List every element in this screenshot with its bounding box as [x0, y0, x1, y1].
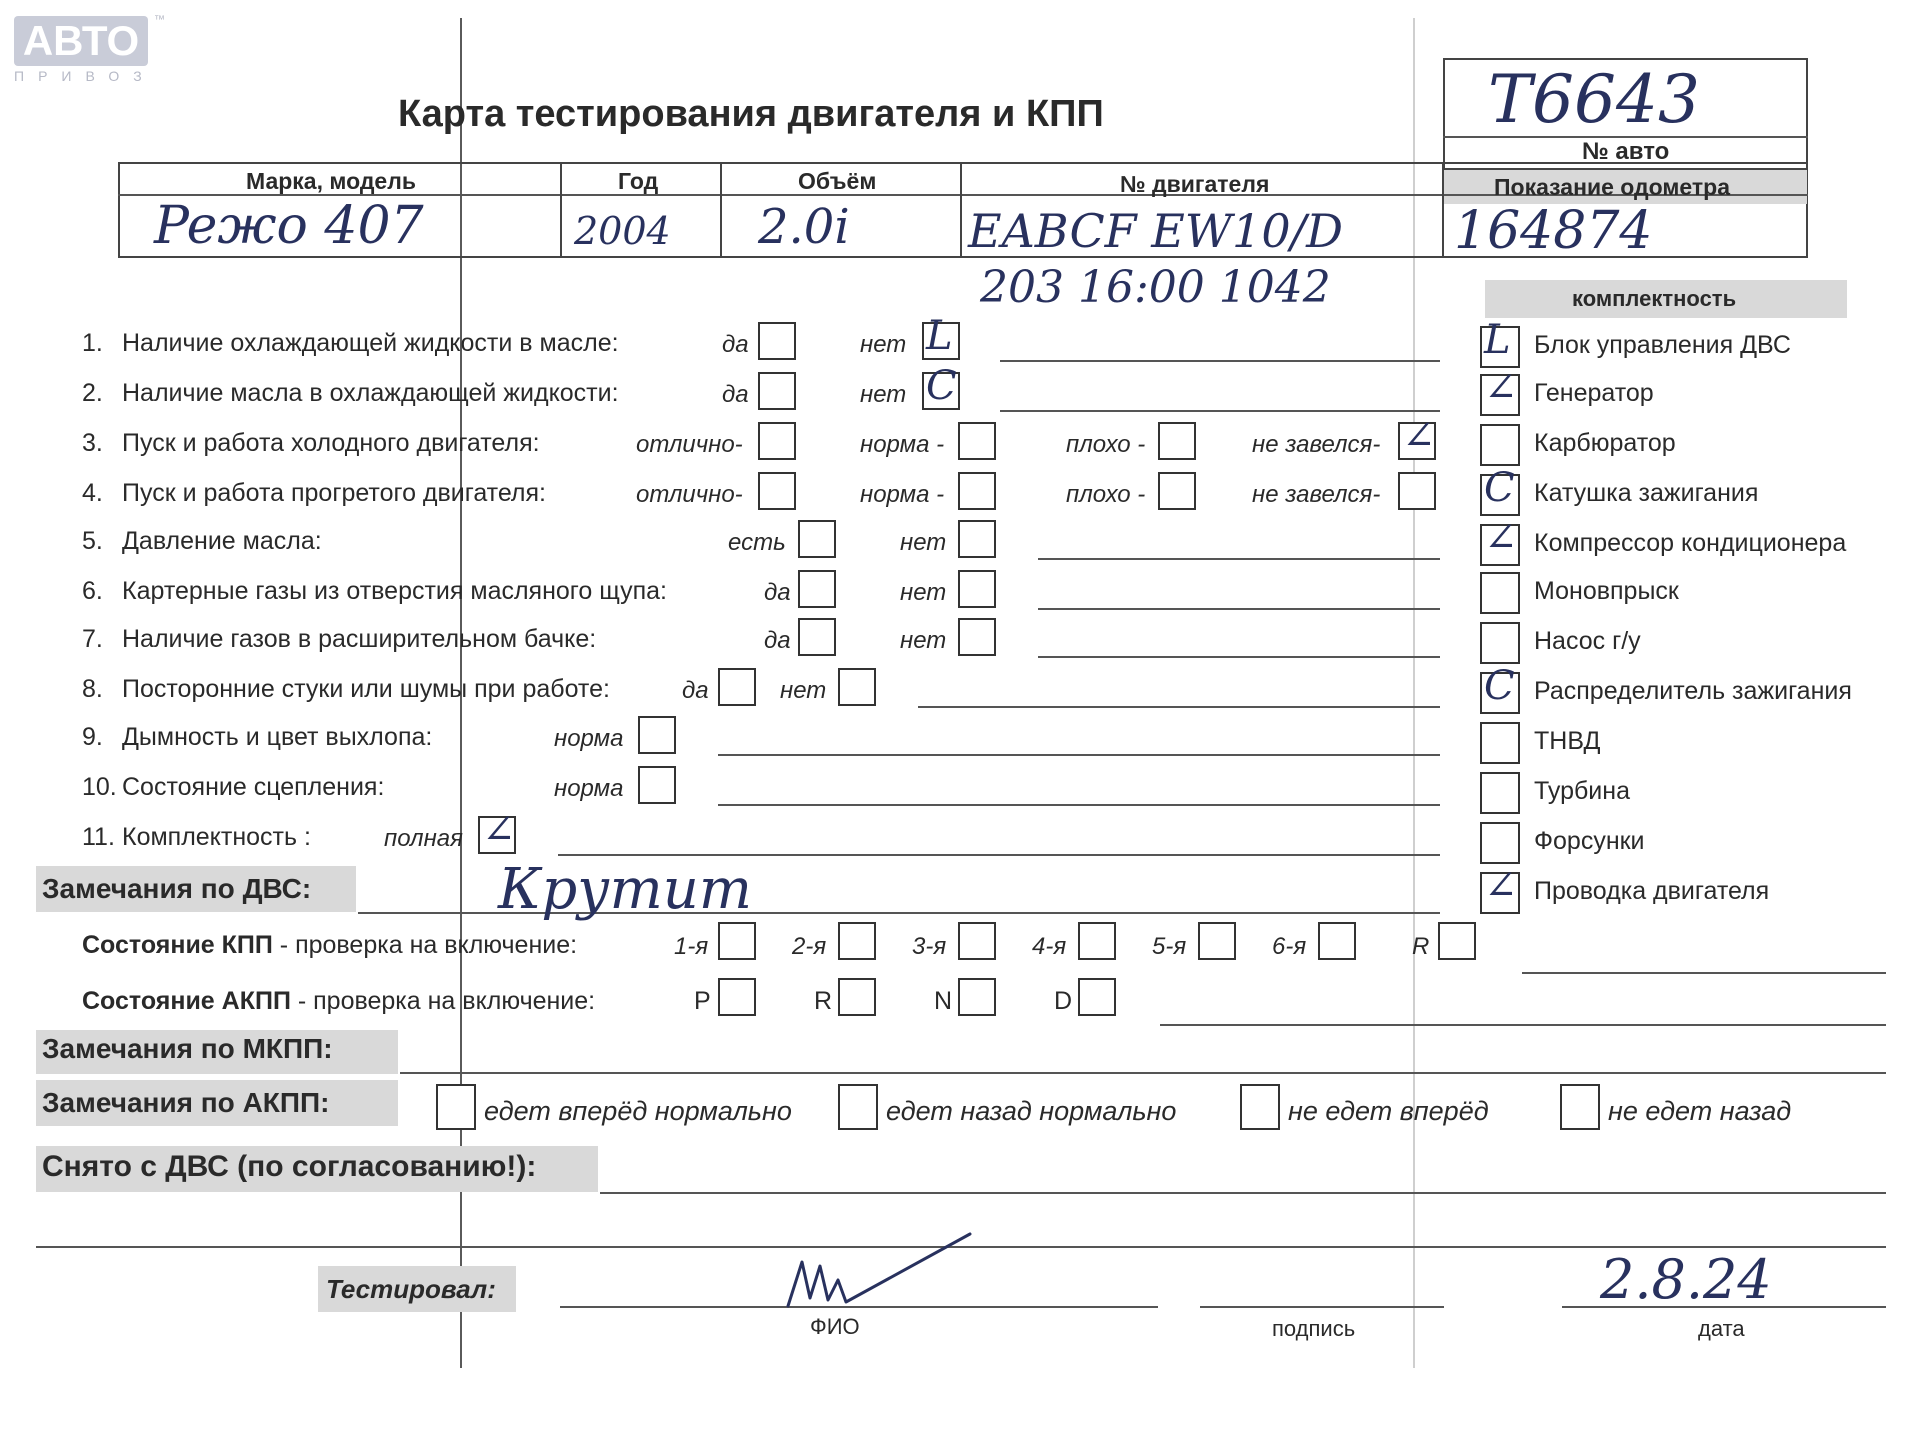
kit-check-mark: L: [1484, 317, 1511, 363]
akpp-remark-checkbox[interactable]: [838, 1084, 878, 1130]
option-label: отлично-: [636, 431, 743, 458]
question-text: Пуск и работа прогретого двигателя:: [122, 479, 546, 507]
kpp-label-bold: Состояние КПП: [82, 931, 273, 959]
option-label: нет: [860, 381, 907, 408]
tested-label: Тестировал:: [326, 1274, 496, 1304]
removed-label: Снято с ДВС (по согласованию!):: [42, 1150, 537, 1183]
handwritten-signature: [780, 1228, 980, 1318]
option-checkbox[interactable]: [838, 668, 876, 706]
fio-caption: ФИО: [810, 1314, 860, 1339]
car-number-value: Т6643: [1488, 61, 1700, 138]
kit-check-mark: ∠: [1484, 365, 1518, 411]
signature-line: [1200, 1306, 1444, 1308]
watermark-tm: ™: [154, 14, 165, 26]
page-title: Карта тестирования двигателя и КПП: [398, 93, 1104, 135]
akpp-gear-checkbox[interactable]: [958, 978, 996, 1016]
col-sep-1: [560, 162, 562, 258]
option-label: да: [764, 579, 791, 606]
kpp-gear-label: 1-я: [674, 933, 709, 960]
col-header-engine-no: № двигателя: [1120, 171, 1270, 197]
car-number-label: № авто: [1582, 138, 1670, 165]
option-label: плохо -: [1066, 431, 1146, 458]
question-text: Наличие масла в охлаждающей жидкости:: [122, 379, 619, 407]
option-checkbox[interactable]: [758, 422, 796, 460]
option-label: норма -: [860, 431, 945, 458]
option-checkbox[interactable]: [638, 716, 676, 754]
kit-checkbox[interactable]: [1480, 822, 1520, 864]
kpp-gear-checkbox[interactable]: [718, 922, 756, 960]
option-checkbox[interactable]: [958, 520, 996, 558]
kpp-gear-label: 5-я: [1152, 933, 1187, 960]
answer-line[interactable]: [1038, 608, 1440, 610]
kit-checkbox[interactable]: [1480, 572, 1520, 614]
option-label: да: [764, 627, 791, 654]
kit-item-label: Блок управления ДВС: [1534, 331, 1791, 359]
akpp-label: [82, 986, 595, 1016]
akpp-gear-checkbox[interactable]: [1078, 978, 1116, 1016]
col-header-brand: Марка, модель: [246, 168, 416, 194]
question-text: Дымность и цвет выхлопа:: [122, 723, 433, 751]
kit-item-label: Проводка двигателя: [1534, 877, 1770, 905]
kit-check-mark: С: [1484, 663, 1515, 709]
col-sep-4: [1442, 162, 1444, 258]
question-number: 5.: [82, 527, 103, 555]
akpp-remark-label: едет назад нормально: [886, 1096, 1177, 1126]
kpp-gear-label: 2-я: [792, 933, 827, 960]
option-label: есть: [728, 529, 786, 556]
kpp-gear-label: 6-я: [1272, 933, 1307, 960]
question-text: Состояние сцепления:: [122, 773, 385, 801]
option-checkbox[interactable]: [1158, 472, 1196, 510]
kit-check-mark: ∠: [1484, 863, 1518, 909]
col-header-volume: Объём: [798, 168, 877, 194]
akpp-gear-label: N: [934, 987, 953, 1015]
option-label: да: [682, 677, 709, 704]
kpp-gear-checkbox[interactable]: [838, 922, 876, 960]
value-year: 2004: [574, 209, 671, 253]
kit-check-mark: С: [1484, 465, 1515, 511]
kit-title: комплектность: [1572, 286, 1737, 311]
option-label: отлично-: [636, 481, 743, 508]
answer-line[interactable]: [718, 754, 1440, 756]
kpp-gear-label: 4-я: [1032, 933, 1067, 960]
kit-item-label: Катушка зажигания: [1534, 479, 1759, 507]
akpp-line: [1160, 1024, 1886, 1026]
option-label: нет: [780, 677, 827, 704]
option-checkbox[interactable]: [798, 520, 836, 558]
option-label: не завелся-: [1252, 431, 1381, 458]
answer-line[interactable]: [1038, 656, 1440, 658]
watermark-logo: [14, 14, 165, 86]
remarks-mkpp-label: Замечания по МКПП:: [42, 1033, 333, 1064]
question-number: 10.: [82, 773, 117, 801]
akpp-label-bold: Состояние АКПП: [82, 987, 291, 1015]
kpp-gear-checkbox[interactable]: [1198, 922, 1236, 960]
kit-checkbox[interactable]: [1480, 772, 1520, 814]
answer-line[interactable]: [1000, 360, 1440, 362]
answer-line[interactable]: [918, 706, 1440, 708]
value-engine-extra: 203 16:00 1042: [980, 262, 1331, 313]
akpp-gear-label: P: [694, 987, 711, 1015]
akpp-remark-label: не едет назад: [1608, 1096, 1792, 1126]
question-number: 2.: [82, 379, 103, 407]
option-label: норма: [554, 725, 624, 752]
watermark-main: АВТО: [14, 16, 148, 66]
answer-line[interactable]: [558, 854, 1440, 856]
akpp-label-rest: - проверка на включение:: [290, 987, 596, 1015]
kpp-gear-checkbox[interactable]: [1318, 922, 1356, 960]
remarks-dvs-label: Замечания по ДВС:: [42, 873, 312, 904]
option-checkbox[interactable]: [1398, 472, 1436, 510]
option-checkbox[interactable]: [1158, 422, 1196, 460]
col-header-year: Год: [618, 168, 659, 194]
option-checkbox[interactable]: [798, 618, 836, 656]
kit-item-label: Компрессор кондиционера: [1534, 529, 1847, 557]
akpp-gear-checkbox[interactable]: [718, 978, 756, 1016]
akpp-remark-checkbox[interactable]: [1240, 1084, 1280, 1130]
question-text: Наличие охлаждающей жидкости в масле:: [122, 329, 619, 357]
option-checkbox[interactable]: [758, 372, 796, 410]
value-volume: 2.0i: [758, 199, 850, 255]
kpp-label-rest: - проверка на включение:: [272, 931, 578, 959]
kpp-line: [1522, 972, 1886, 974]
option-checkbox[interactable]: [758, 322, 796, 360]
akpp-gear-label: R: [814, 987, 833, 1015]
option-label: да: [722, 381, 749, 408]
question-number: 3.: [82, 429, 103, 457]
watermark-sub: ПРИВОЗ: [14, 68, 156, 84]
akpp-gear-label: D: [1054, 987, 1073, 1015]
akpp-remark-checkbox[interactable]: [436, 1084, 476, 1130]
question-text: Комплектность :: [122, 823, 311, 851]
option-check-mark: L: [926, 313, 953, 359]
remarks-dvs-value[interactable]: Крутит: [498, 857, 752, 922]
kit-item-label: Турбина: [1534, 777, 1630, 805]
option-checkbox[interactable]: [758, 472, 796, 510]
kpp-gear-label: R: [1412, 933, 1430, 960]
option-checkbox[interactable]: [958, 618, 996, 656]
kit-checkbox[interactable]: [1480, 424, 1520, 466]
kit-item-label: Моновпрыск: [1534, 577, 1679, 605]
kit-item-label: Распределитель зажигания: [1534, 677, 1852, 705]
question-number: 4.: [82, 479, 103, 507]
answer-line[interactable]: [1000, 410, 1440, 412]
answer-line[interactable]: [1038, 558, 1440, 560]
kpp-gear-checkbox[interactable]: [1438, 922, 1476, 960]
kpp-gear-checkbox[interactable]: [1078, 922, 1116, 960]
question-number: 11.: [82, 823, 115, 851]
kit-checkbox[interactable]: [1480, 622, 1520, 664]
akpp-gear-checkbox[interactable]: [838, 978, 876, 1016]
akpp-remark-label: едет вперёд нормально: [484, 1096, 792, 1126]
option-checkbox[interactable]: [958, 472, 996, 510]
option-check-mark: ∠: [482, 807, 516, 853]
kpp-gear-label: 3-я: [912, 933, 947, 960]
option-label: нет: [900, 627, 947, 654]
question-number: 8.: [82, 675, 103, 703]
option-label: норма -: [860, 481, 945, 508]
kit-check-mark: ∠: [1484, 515, 1518, 561]
question-text: Наличие газов в расширительном бачке:: [122, 625, 597, 653]
kit-item-label: Насос г/у: [1534, 627, 1641, 655]
option-checkbox[interactable]: [958, 570, 996, 608]
option-checkbox[interactable]: [638, 766, 676, 804]
remarks-mkpp-line: [400, 1072, 1886, 1074]
remarks-akpp-label: Замечания по АКПП:: [42, 1087, 330, 1118]
kit-item-label: Генератор: [1534, 379, 1654, 407]
kit-checkbox[interactable]: [1480, 722, 1520, 764]
option-checkbox[interactable]: [958, 422, 996, 460]
question-text: Пуск и работа холодного двигателя:: [122, 429, 540, 457]
akpp-remark-label: не едет вперёд: [1288, 1096, 1489, 1126]
question-number: 7.: [82, 625, 103, 653]
option-label: плохо -: [1066, 481, 1146, 508]
option-label: да: [722, 331, 749, 358]
col-sep-2: [720, 162, 722, 258]
question-text: Картерные газы из отверстия масляного щупа:: [122, 577, 667, 605]
col-sep-3: [960, 162, 962, 258]
option-checkbox[interactable]: [798, 570, 836, 608]
col-header-odometer: Показание одометра: [1494, 174, 1730, 200]
value-brand: Peжo 407: [154, 196, 424, 256]
option-check-mark: С: [926, 363, 957, 409]
question-number: 9.: [82, 723, 103, 751]
option-label: полная: [384, 825, 463, 852]
signature-caption: подпись: [1272, 1316, 1356, 1341]
question-number: 6.: [82, 577, 103, 605]
removed-line: [600, 1192, 1886, 1194]
option-check-mark: ∠: [1402, 413, 1436, 459]
answer-line[interactable]: [718, 804, 1440, 806]
kpp-gear-checkbox[interactable]: [958, 922, 996, 960]
date-value[interactable]: 2.8.24: [1600, 1248, 1772, 1311]
option-label: норма: [554, 775, 624, 802]
option-checkbox[interactable]: [718, 668, 756, 706]
kit-item-label: Карбюратор: [1534, 429, 1676, 457]
date-caption: дата: [1698, 1316, 1745, 1341]
option-label: нет: [860, 331, 907, 358]
value-odometer: 164874: [1454, 201, 1653, 261]
option-label: нет: [900, 529, 947, 556]
akpp-remark-checkbox[interactable]: [1560, 1084, 1600, 1130]
question-text: Давление масла:: [122, 527, 322, 555]
kit-item-label: Форсунки: [1534, 827, 1645, 855]
option-label: не завелся-: [1252, 481, 1381, 508]
option-label: нет: [900, 579, 947, 606]
kit-item-label: ТНВД: [1534, 727, 1601, 755]
value-engine-no: EABCF EW10/D: [968, 204, 1343, 258]
kpp-label: [82, 930, 577, 960]
question-text: Посторонние стуки или шумы при работе:: [122, 675, 610, 703]
question-number: 1.: [82, 329, 103, 357]
